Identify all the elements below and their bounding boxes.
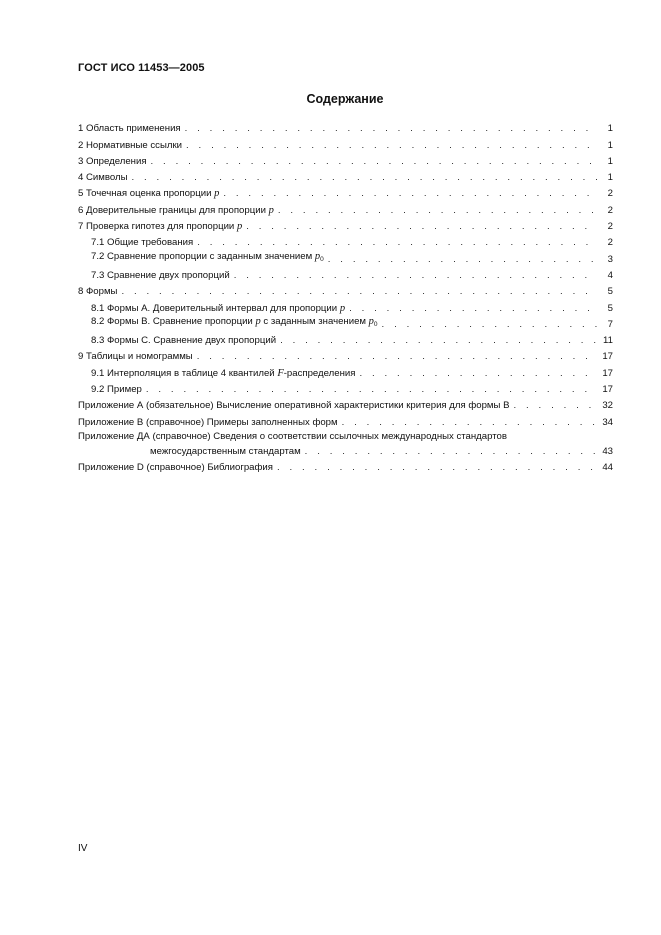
toc-entry-label: 8.3 Формы C. Сравнение двух пропорций [91, 335, 277, 347]
table-of-contents [78, 119, 613, 474]
toc-leader-dots [197, 351, 597, 363]
toc-page-number: 1 [607, 139, 613, 151]
toc-entry-label: 1 Область применения [78, 123, 181, 135]
toc-leader-dots [246, 221, 597, 233]
toc-entry[interactable] [78, 168, 613, 184]
toc-page-number: 17 [602, 351, 613, 363]
toc-entry-label: 3 Определения [78, 155, 147, 167]
toc-leader-dots [132, 172, 598, 184]
toc-entry-label-continuation: межгосударственным стандартам [150, 446, 301, 458]
toc-leader-dots [197, 237, 597, 249]
toc-page-number: 43 [602, 446, 613, 458]
toc-page-number: 2 [607, 204, 613, 216]
toc-entry-label: 2 Нормативные ссылки [78, 139, 183, 151]
toc-entry[interactable] [78, 119, 613, 135]
toc-entry-label: 8.1 Формы A. Доверительный интервал для пропорции p [91, 302, 346, 314]
toc-entry-label: 8.2 Формы B. Сравнение пропорции p с заданным значением $p_0$ [91, 315, 378, 328]
toc-page-number: 5 [607, 302, 613, 314]
toc-entry-label: 7 Проверка гипотез для пропорции p [78, 221, 243, 233]
toc-leader-dots [359, 368, 597, 380]
toc-leader-dots [278, 205, 597, 217]
toc-page-number: 32 [602, 400, 613, 412]
toc-leader-dots [121, 286, 597, 298]
toc-page-number: 11 [603, 335, 613, 347]
toc-leader-dots [513, 400, 597, 412]
toc-entry[interactable] [78, 380, 613, 396]
toc-entry[interactable] [78, 298, 613, 314]
toc-leader-dots [305, 446, 597, 458]
toc-entry[interactable] [78, 249, 613, 265]
toc-page-number: 2 [607, 188, 613, 200]
toc-page-number: 1 [607, 123, 613, 135]
toc-entry[interactable] [78, 458, 613, 474]
toc-leader-dots [382, 319, 597, 331]
toc-page-number: 1 [607, 172, 613, 184]
toc-page-number: 2 [607, 221, 613, 233]
toc-leader-dots [151, 156, 597, 168]
toc-entry[interactable] [78, 396, 613, 412]
toc-entry-label: 5 Точечная оценка пропорции p [78, 188, 220, 200]
toc-leader-dots [280, 335, 597, 347]
toc-entry[interactable] [78, 412, 613, 428]
toc-entry[interactable] [78, 331, 613, 347]
toc-page-number: 2 [607, 237, 613, 249]
toc-page-number: 17 [602, 367, 613, 379]
page-number: IV [78, 843, 88, 854]
toc-entry-label: Приложение B (справочное) Примеры заполненных форм [78, 416, 338, 428]
toc-page-number: 3 [607, 253, 613, 265]
toc-entry-label: 9 Таблицы и номограммы [78, 351, 193, 363]
toc-leader-dots [146, 384, 597, 396]
toc-entry-label: 4 Символы [78, 172, 128, 184]
toc-page-number: 34 [602, 416, 613, 428]
toc-entry-label: 6 Доверительные границы для пропорции p [78, 204, 274, 216]
document-header: ГОСТ ИСО 11453—2005 [78, 62, 205, 74]
toc-entry[interactable] [78, 152, 613, 168]
toc-page-number: 4 [607, 269, 613, 281]
toc-entry-label: 8 Формы [78, 286, 118, 298]
toc-leader-dots [277, 462, 597, 474]
toc-entry[interactable] [78, 431, 613, 459]
toc-entry-label: Приложение А (обязательное) Вычисление оперативной характеристики критерия для формы B [78, 400, 510, 412]
toc-entry-label: Приложение ДА (справочное) Сведения о соответствии ссылочных международных стандартов [78, 430, 507, 442]
toc-title: Содержание [306, 92, 384, 106]
toc-entry-label: 9.2 Пример [91, 384, 142, 396]
toc-entry[interactable] [78, 184, 613, 200]
toc-entry-label: 7.2 Сравнение пропорции с заданным значением $p_0$ [91, 250, 324, 263]
toc-page-number: 5 [607, 286, 613, 298]
toc-entry[interactable] [78, 200, 613, 216]
toc-entry-label: Приложение D (справочное) Библиография [78, 462, 273, 474]
toc-entry-label: 7.1 Общие требования [91, 237, 194, 249]
toc-entry[interactable] [78, 363, 613, 379]
toc-entry[interactable] [78, 347, 613, 363]
toc-leader-dots [342, 417, 597, 429]
toc-page-number: 17 [602, 384, 613, 396]
toc-leader-dots [349, 303, 597, 315]
toc-entry[interactable] [78, 135, 613, 151]
toc-leader-dots [186, 140, 597, 152]
toc-leader-dots [185, 123, 597, 135]
toc-leader-dots [234, 270, 597, 282]
toc-entry-label: 9.1 Интерполяция в таблице 4 квантилей F-распределения [91, 367, 356, 379]
toc-entry[interactable] [78, 282, 613, 298]
toc-entry[interactable] [78, 233, 613, 249]
toc-entry[interactable] [78, 217, 613, 233]
toc-page-number: 44 [602, 462, 613, 474]
toc-entry[interactable] [78, 266, 613, 282]
toc-entry-label: 7.3 Сравнение двух пропорций [91, 269, 230, 281]
toc-leader-dots [328, 254, 597, 266]
toc-page-number: 1 [607, 155, 613, 167]
toc-page-number: 7 [607, 318, 613, 330]
toc-entry[interactable] [78, 315, 613, 331]
toc-leader-dots [223, 188, 597, 200]
